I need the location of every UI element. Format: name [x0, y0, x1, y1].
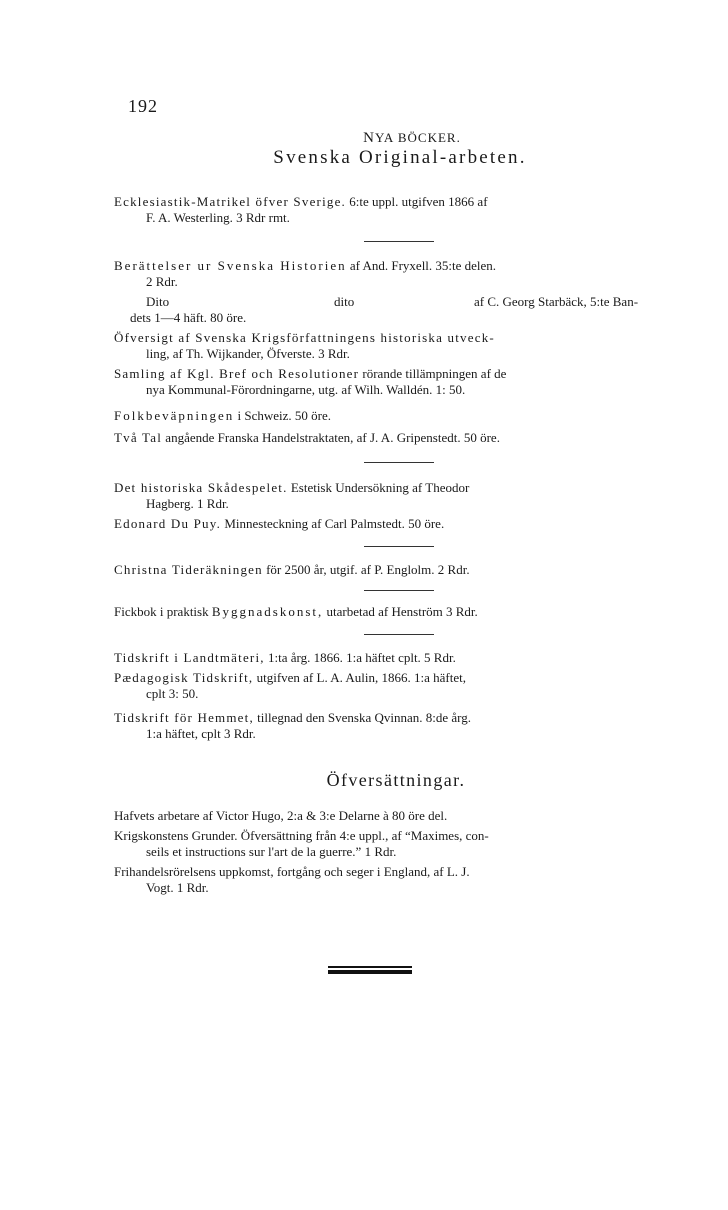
book-entry [114, 408, 658, 424]
book-details: utgifven af L. A. Aulin, 1866. 1:a häftet, [253, 670, 466, 685]
book-details-cont: nya Kommunal-Förordningarne, utg. af Wilh. Walldén. 1: 50. [146, 382, 466, 397]
book-details-cont: F. A. Westerling. 3 Rdr rmt. [146, 210, 290, 225]
book-details-cont: 2 Rdr. [146, 274, 178, 289]
ditto-2: dito [334, 294, 355, 309]
section-heading-original: Svenska Original-arbeten. [273, 147, 527, 168]
divider [364, 241, 434, 242]
end-rule-thin [328, 966, 412, 968]
ditto-1: Dito [146, 294, 170, 309]
book-details-cont: ling, af Th. Wijkander, Öfverste. 3 Rdr. [146, 346, 350, 361]
book-title: Ecklesiastik-Matrikel öfver Sverige. [114, 194, 346, 209]
book-details: Estetisk Undersökning af Theodor [287, 480, 470, 495]
book-entry [114, 604, 658, 620]
divider [364, 590, 434, 591]
section-heading-nya-bocker [48, 130, 728, 147]
book-title: Byggnadskonst, [211, 604, 324, 619]
book-details: tillegnad den Svenska Qvinnan. 8:de årg. [253, 710, 472, 725]
section-heading-translations: Öfversättningar. [326, 770, 466, 790]
book-title: Edonard Du Puy. [114, 516, 222, 531]
book-title: Folkbeväpningen [114, 408, 235, 423]
book-entry [114, 430, 658, 446]
book-details: i Schweiz. 50 öre. [234, 408, 332, 423]
page-number: 192 [128, 96, 158, 116]
divider [364, 546, 434, 547]
book-details: utarbetad af Henström 3 Rdr. [323, 604, 478, 619]
divider [364, 462, 434, 463]
end-rule-thick [328, 970, 412, 974]
book-entry [114, 650, 658, 666]
book-entry [114, 258, 658, 290]
book-details: 1:ta årg. 1866. 1:a häftet cplt. 5 Rdr. [264, 650, 456, 665]
book-details: 6:te uppl. utgifven 1866 af [346, 194, 488, 209]
book-title: Berättelser ur Svenska Historien [114, 258, 347, 273]
book-entry [114, 710, 658, 742]
book-details-cont: dets 1—4 häft. 80 öre. [130, 310, 247, 325]
translation-text-cont: seils et instructions sur l'art de la guerre.” 1 Rdr. [146, 844, 397, 859]
book-entry [114, 366, 658, 398]
book-details-cont: 1:a häftet, cplt 3 Rdr. [146, 726, 256, 741]
book-details-cont: Hagberg. 1 Rdr. [146, 496, 229, 511]
book-details: af And. Fryxell. 35:te delen. [346, 258, 497, 273]
heading-rest: YA BÖCKER. [374, 130, 461, 145]
book-details: Fickbok i praktisk [114, 604, 212, 619]
book-title: Tidskrift för Hemmet, [114, 710, 254, 725]
book-entry [114, 480, 658, 512]
book-details: angående Franska Handelstraktaten, af J. A. Gripenstedt. 50 öre. [162, 430, 500, 445]
translation-text: Krigskonstens Grunder. Öfversättning från 4:e uppl., af “Maximes, con- [114, 828, 489, 843]
book-details-cont: cplt 3: 50. [146, 686, 199, 701]
book-entry [114, 516, 658, 532]
translation-entry [114, 828, 658, 860]
translation-text-cont: Vogt. 1 Rdr. [146, 880, 209, 895]
book-title: Öfversigt af Svenska Krigsförfattningens historiska utveck- [114, 330, 495, 345]
book-entry [114, 670, 658, 702]
book-details: för 2500 år, utgif. af P. Englolm. 2 Rdr. [262, 562, 470, 577]
translation-text: Frihandelsrörelsens uppkomst, fortgång och seger i England, af L. J. [114, 864, 470, 879]
book-title: Två Tal [114, 430, 163, 445]
book-details: Minnesteckning af Carl Palmstedt. 50 öre. [221, 516, 445, 531]
book-title: Samling af Kgl. Bref och Resolutioner [114, 366, 360, 381]
divider [364, 634, 434, 635]
book-title: Christna Tideräkningen [114, 562, 263, 577]
translation-entry [114, 864, 658, 896]
book-title: Det historiska Skådespelet. [114, 480, 288, 495]
book-title: Tidskrift i Landtmäteri, [114, 650, 265, 665]
book-entry [114, 294, 658, 326]
book-entry [114, 194, 658, 226]
book-title: Pædagogisk Tidskrift, [114, 670, 254, 685]
book-entry [114, 330, 658, 362]
translation-text: Hafvets arbetare af Victor Hugo, 2:a & 3:e Delarne à 80 öre del. [114, 808, 448, 823]
book-details: rörande tillämpningen af de [359, 366, 507, 381]
heading-initial: N [363, 130, 375, 146]
translation-entry [114, 808, 658, 824]
book-details: af C. Georg Starbäck, 5:te Ban- [474, 294, 639, 309]
book-entry [114, 562, 658, 578]
